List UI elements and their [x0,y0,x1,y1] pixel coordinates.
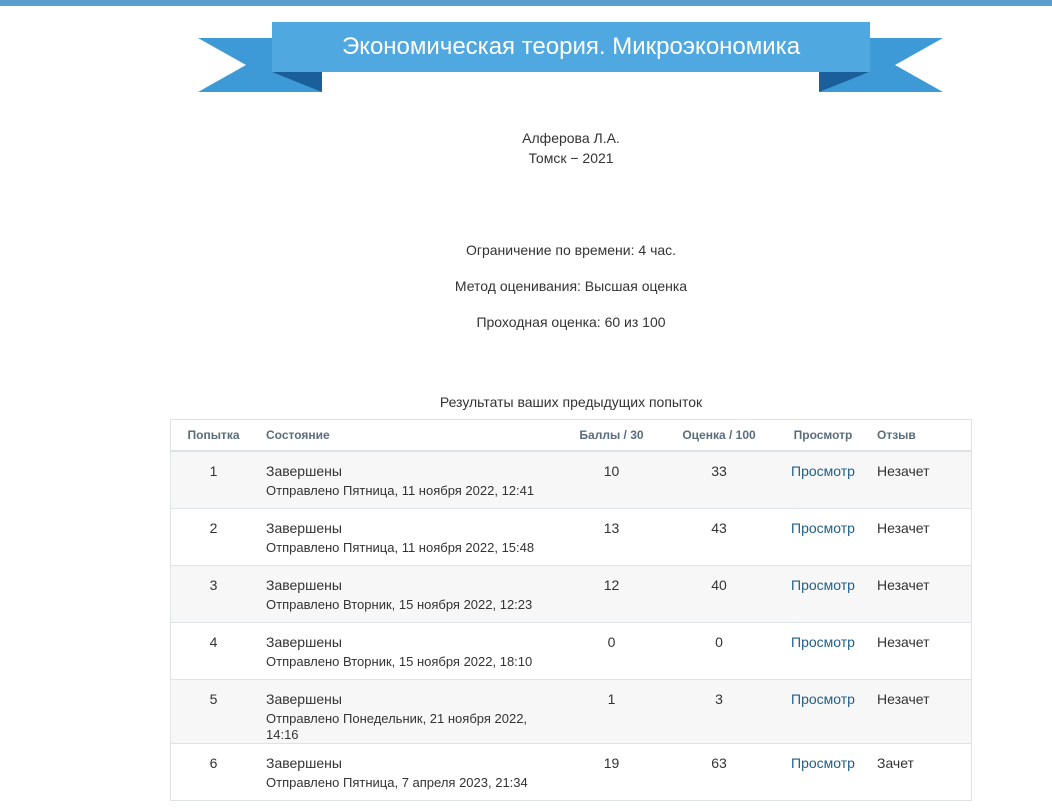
submitted-date: Отправлено Вторник, 15 ноября 2022, 18:10 [266,653,533,669]
col-state-header: Состояние [256,420,564,451]
attempt-marks: 1 [564,679,659,743]
attempt-marks: 0 [564,622,659,679]
attempt-number: 6 [171,743,256,800]
col-review-header: Просмотр [779,420,867,451]
state-label: Завершены [266,633,342,650]
attempt-grade: 40 [659,565,779,622]
attempt-marks: 13 [564,508,659,565]
attempt-number: 5 [171,679,256,743]
attempt-feedback: Незачет [867,508,971,565]
attempt-state [256,743,564,800]
review-link[interactable]: Просмотр [791,519,855,536]
col-attempt-header: Попытка [171,420,256,451]
state-label: Завершены [266,754,342,771]
state-label: Завершены [266,463,342,479]
col-feedback-header: Отзыв [867,420,971,451]
submitted-date: Отправлено Пятница, 11 ноября 2022, 12:41 [266,483,535,498]
time-limit-text: Ограничение по времени: 4 час. [465,242,677,258]
attempt-number: 4 [171,622,256,679]
attempt-feedback: Зачет [867,743,971,800]
attempt-marks: 12 [564,565,659,622]
table-header-row [171,420,971,451]
passing-grade-text: Проходная оценка: 60 из 100 [476,314,666,330]
attempt-state [256,679,564,743]
attempt-state [256,565,564,622]
review-link[interactable]: Просмотр [791,633,855,650]
attempt-marks: 10 [603,463,620,479]
attempts-table [170,419,972,801]
state-label: Завершены [266,690,342,707]
attempt-feedback: Незачет [867,679,971,743]
submitted-date: Отправлено Понедельник, 21 ноября 2022, 14:16 [266,710,528,742]
col-marks-header: Баллы / 30 [564,420,659,451]
attempt-state [256,622,564,679]
review-link[interactable]: Просмотр [791,754,855,771]
attempt-number: 3 [171,565,256,622]
author-name: Алферова Л.А. [522,130,620,146]
attempt-grade: 33 [711,463,727,479]
attempt-grade: 3 [659,679,779,743]
results-caption: Результаты ваших предыдущих попыток [439,394,703,410]
table-row [171,679,971,743]
attempt-number: 1 [209,463,218,479]
table-row [171,508,971,565]
grading-method-text: Метод оценивания: Высшая оценка [454,278,688,294]
review-link[interactable]: Просмотр [791,463,855,479]
state-label: Завершены [266,576,342,593]
table-row [171,451,971,508]
state-label: Завершены [266,519,342,536]
attempt-feedback: Незачет [867,622,971,679]
table-row [171,622,971,679]
city-year: Томск − 2021 [528,150,614,166]
attempt-review [779,622,867,679]
attempt-feedback: Незачет [867,565,971,622]
review-link[interactable]: Просмотр [791,576,855,593]
course-title-banner [198,22,943,94]
attempt-review [779,743,867,800]
submitted-date: Отправлено Вторник, 15 ноября 2022, 12:23 [266,596,533,612]
attempt-feedback: Незачет [877,463,930,479]
table-row [171,565,971,622]
attempt-number: 2 [171,508,256,565]
attempt-review [779,508,867,565]
table-row [171,743,971,800]
attempt-review [779,679,867,743]
submitted-date: Отправлено Пятница, 11 ноября 2022, 15:48 [266,539,535,555]
col-grade-header: Оценка / 100 [659,420,779,451]
submitted-date: Отправлено Пятница, 7 апреля 2023, 21:34 [266,774,528,790]
attempt-marks: 19 [564,743,659,800]
attempt-grade: 63 [659,743,779,800]
top-accent-bar [0,0,1052,6]
course-title: Экономическая теория. Микроэкономика [341,33,801,60]
attempt-grade: 0 [659,622,779,679]
review-link[interactable]: Просмотр [791,690,855,707]
attempt-review [779,451,867,508]
attempt-state [256,508,564,565]
attempt-review [779,565,867,622]
attempt-state [256,451,564,508]
attempt-grade: 43 [659,508,779,565]
